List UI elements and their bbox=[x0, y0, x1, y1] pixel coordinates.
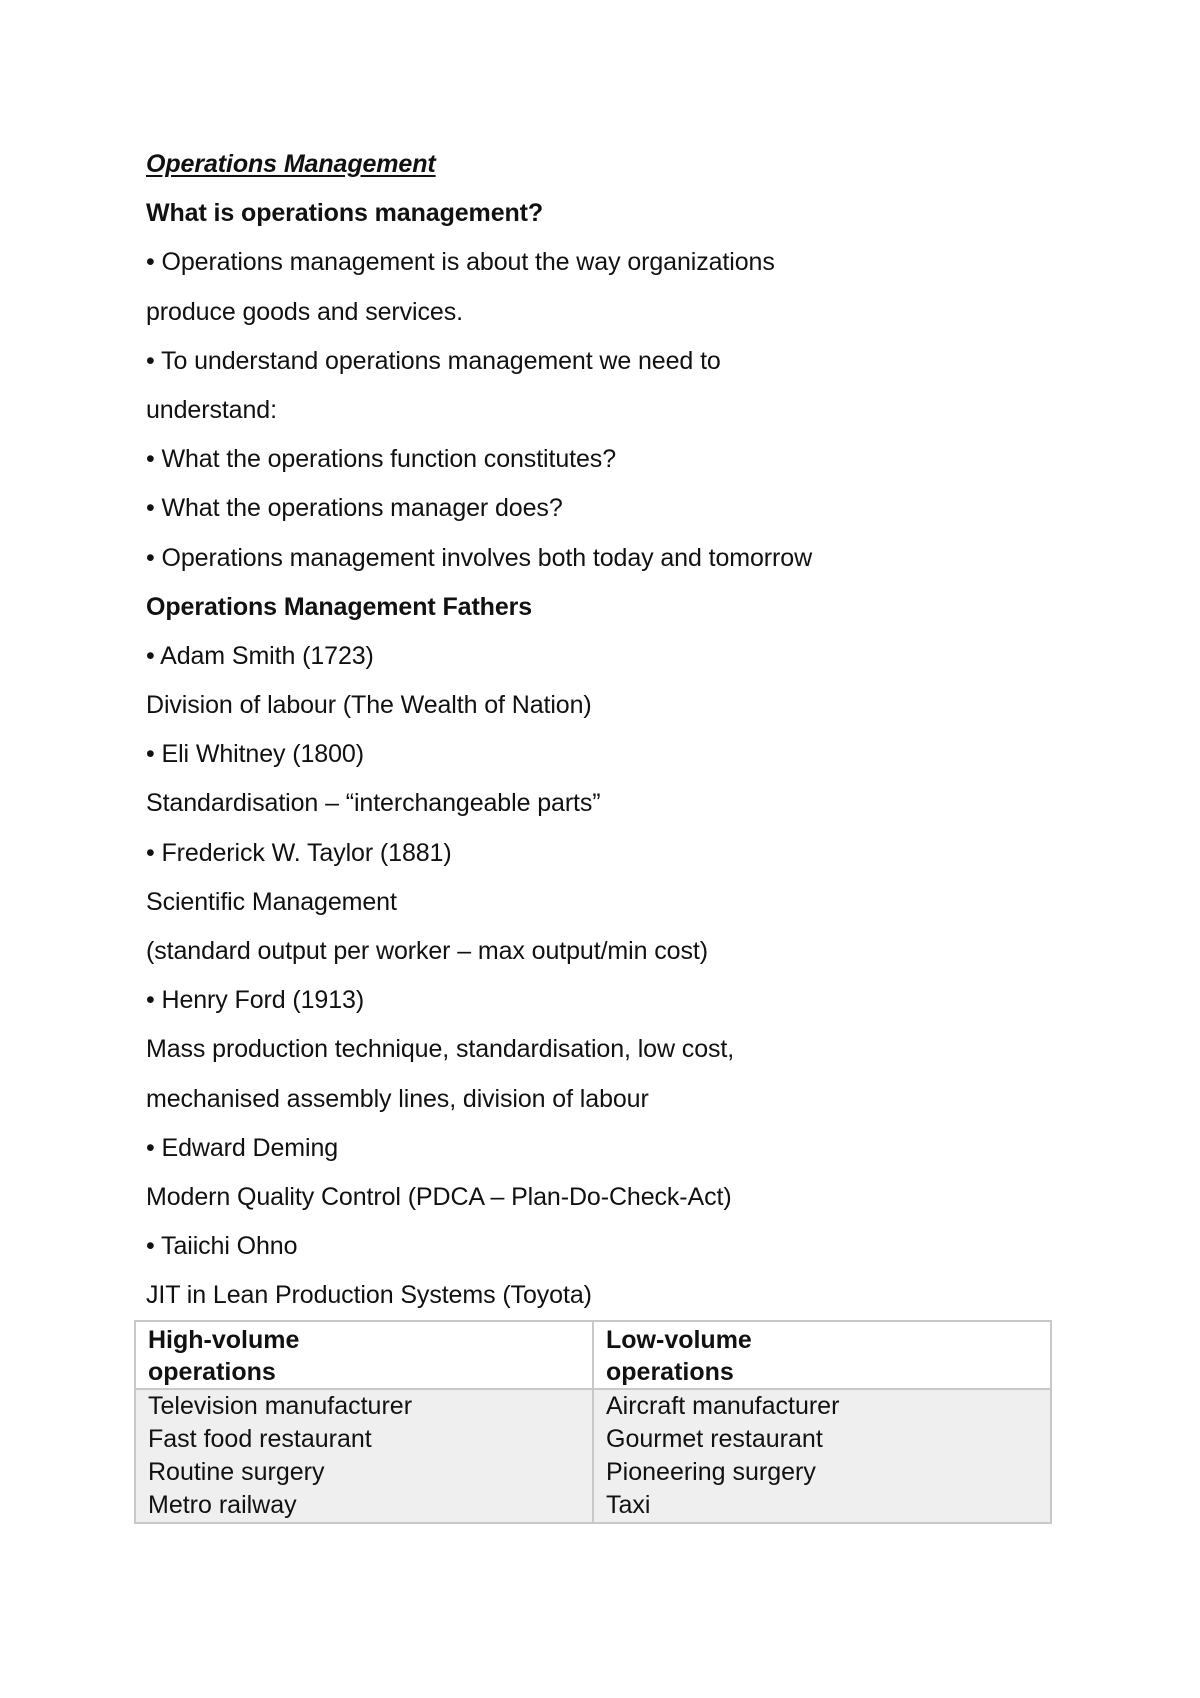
header-text-line: Low-volume bbox=[606, 1326, 752, 1354]
table-cell-item: Routine surgery bbox=[148, 1458, 325, 1486]
text-line: • Operations management is about the way organizations bbox=[146, 248, 775, 277]
table-cell-item: Pioneering surgery bbox=[606, 1458, 816, 1486]
text-line: Scientific Management bbox=[146, 887, 397, 916]
section-heading: What is operations management? bbox=[146, 199, 544, 228]
table-cell-item: Taxi bbox=[606, 1491, 651, 1519]
document-body bbox=[146, 140, 1066, 1321]
header-text-line: operations bbox=[606, 1358, 734, 1386]
table-cell-low-volume-examples bbox=[593, 1389, 1051, 1523]
text-line: mechanised assembly lines, division of labour bbox=[146, 1084, 649, 1113]
text-line: • What the operations manager does? bbox=[146, 494, 563, 523]
text-line: produce goods and services. bbox=[146, 297, 463, 326]
table-header-low-volume bbox=[593, 1321, 1051, 1389]
table-cell-item: Fast food restaurant bbox=[148, 1425, 372, 1453]
table-header-row bbox=[135, 1321, 1051, 1389]
text-line: Mass production technique, standardisation, low cost, bbox=[146, 1035, 735, 1064]
text-line: • Frederick W. Taylor (1881) bbox=[146, 838, 452, 867]
text-line: JIT in Lean Production Systems (Toyota) bbox=[146, 1281, 592, 1310]
table-header-high-volume bbox=[135, 1321, 593, 1389]
text-line: Standardisation – “interchangeable parts” bbox=[146, 789, 601, 818]
text-line: understand: bbox=[146, 395, 277, 424]
table-cell-item: Aircraft manufacturer bbox=[606, 1392, 840, 1420]
operations-volume-table bbox=[134, 1320, 1052, 1524]
text-line: • Adam Smith (1723) bbox=[146, 641, 374, 670]
table-cell-high-volume-examples bbox=[135, 1389, 593, 1523]
text-line: Division of labour (The Wealth of Nation) bbox=[146, 691, 592, 720]
table-row bbox=[135, 1389, 1051, 1523]
text-line: Modern Quality Control (PDCA – Plan-Do-Check-Act) bbox=[146, 1182, 732, 1211]
table-cell-item: Gourmet restaurant bbox=[606, 1425, 823, 1453]
text-line: • Eli Whitney (1800) bbox=[146, 740, 364, 769]
text-line: • Edward Deming bbox=[146, 1133, 339, 1162]
header-text-line: operations bbox=[148, 1358, 276, 1386]
section-heading: Operations Management Fathers bbox=[146, 592, 533, 621]
document-lines bbox=[146, 189, 1066, 1320]
text-line: • Henry Ford (1913) bbox=[146, 986, 365, 1015]
table-cell-item: Television manufacturer bbox=[148, 1392, 413, 1420]
table-cell-item: Metro railway bbox=[148, 1491, 297, 1519]
text-line: • What the operations function constitutes? bbox=[146, 445, 617, 474]
document-title: Operations Management bbox=[146, 150, 436, 178]
text-line: (standard output per worker – max output/min cost) bbox=[146, 937, 708, 965]
header-text-line: High-volume bbox=[148, 1326, 300, 1354]
text-line: • To understand operations management we need to bbox=[146, 346, 721, 375]
text-line: • Taiichi Ohno bbox=[146, 1232, 298, 1261]
text-line: • Operations management involves both today and tomorrow bbox=[146, 543, 813, 572]
